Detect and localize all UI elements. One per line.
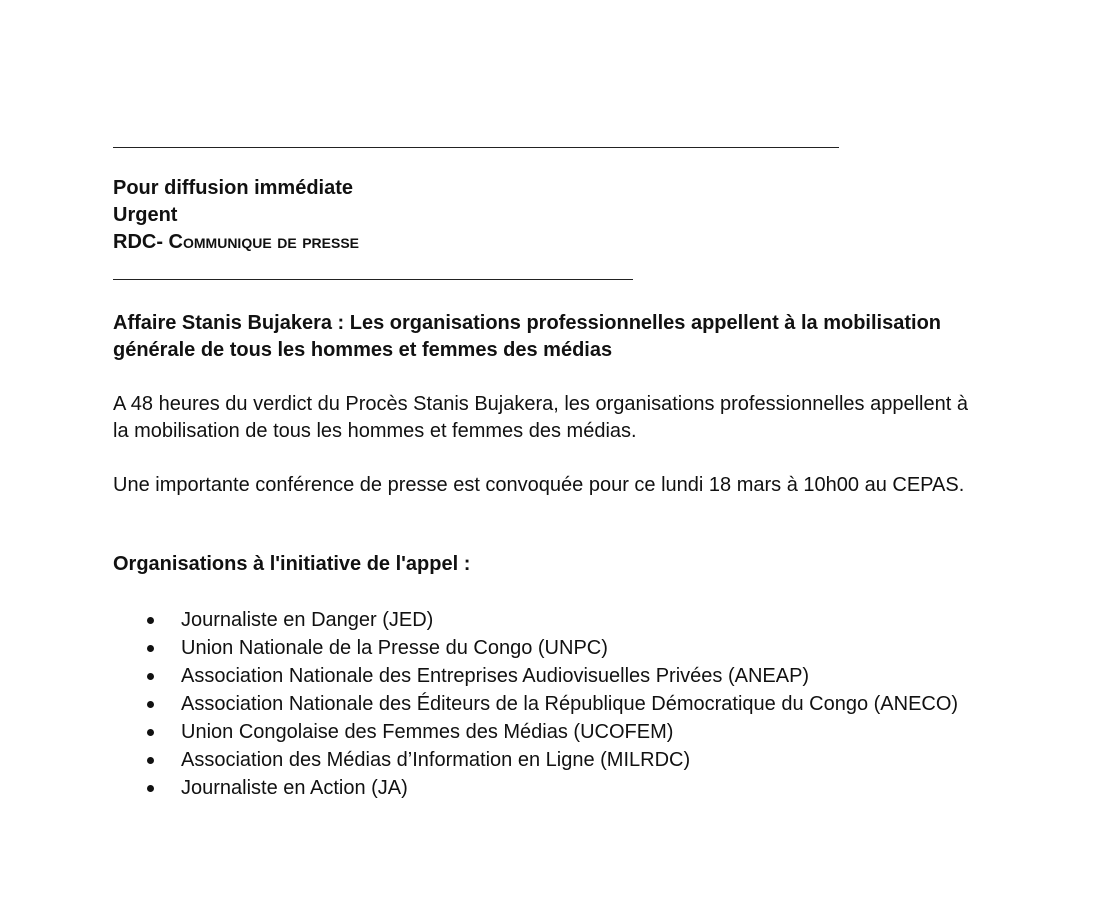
organisation-name: Association Nationale des Entreprises Audiovisuelles Privées (ANEAP) <box>181 665 810 687</box>
press-release-page <box>113 0 1013 914</box>
release-type-prefix: RDC- <box>113 231 169 253</box>
bullet-icon <box>147 757 154 764</box>
list-item <box>113 718 973 746</box>
organisation-name: Journaliste en Action (JA) <box>181 777 408 799</box>
organisation-name: Union Nationale de la Presse du Congo (UNPC) <box>181 637 608 659</box>
release-label: Pour diffusion immédiate <box>113 177 354 199</box>
bullet-icon <box>147 645 154 652</box>
bullet-icon <box>147 701 154 708</box>
organisation-name: Union Congolaise des Femmes des Médias (UCOFEM) <box>181 721 674 743</box>
organisations-heading: Organisations à l'initiative de l'appel : <box>113 553 471 575</box>
bullet-icon <box>147 785 154 792</box>
bullet-icon <box>147 617 154 624</box>
organisations-list <box>113 606 973 802</box>
organisation-name: Association des Médias d’Information en Ligne (MILRDC) <box>181 749 691 771</box>
release-header <box>113 175 359 256</box>
list-item <box>113 690 973 718</box>
bullet-icon <box>147 673 154 680</box>
bullet-icon <box>147 729 154 736</box>
organisation-name: Association Nationale des Éditeurs de la République Démocratique du Congo (ANECO) <box>181 693 959 715</box>
list-item <box>113 606 973 634</box>
release-type-smallcaps: Communique de presse <box>168 231 360 253</box>
paragraph-verdict: A 48 heures du verdict du Procès Stanis Bujakera, les organisations professionnelles appellent à la mobilisation de tous les hommes et femmes des médias. <box>113 393 968 442</box>
list-item <box>113 634 973 662</box>
organisation-name: Journaliste en Danger (JED) <box>181 609 434 631</box>
list-item <box>113 774 973 802</box>
headline: Affaire Stanis Bujakera : Les organisations professionnelles appellent à la mobilisation générale de tous les hommes et femmes des médias <box>113 312 941 361</box>
urgency-label: Urgent <box>113 204 178 226</box>
list-item <box>113 662 973 690</box>
header-divider <box>113 279 633 280</box>
paragraph-conference: Une importante conférence de presse est convoquée pour ce lundi 18 mars à 10h00 au CEPAS. <box>113 474 965 496</box>
list-item <box>113 746 973 774</box>
release-type <box>113 229 359 256</box>
top-divider <box>113 147 839 148</box>
